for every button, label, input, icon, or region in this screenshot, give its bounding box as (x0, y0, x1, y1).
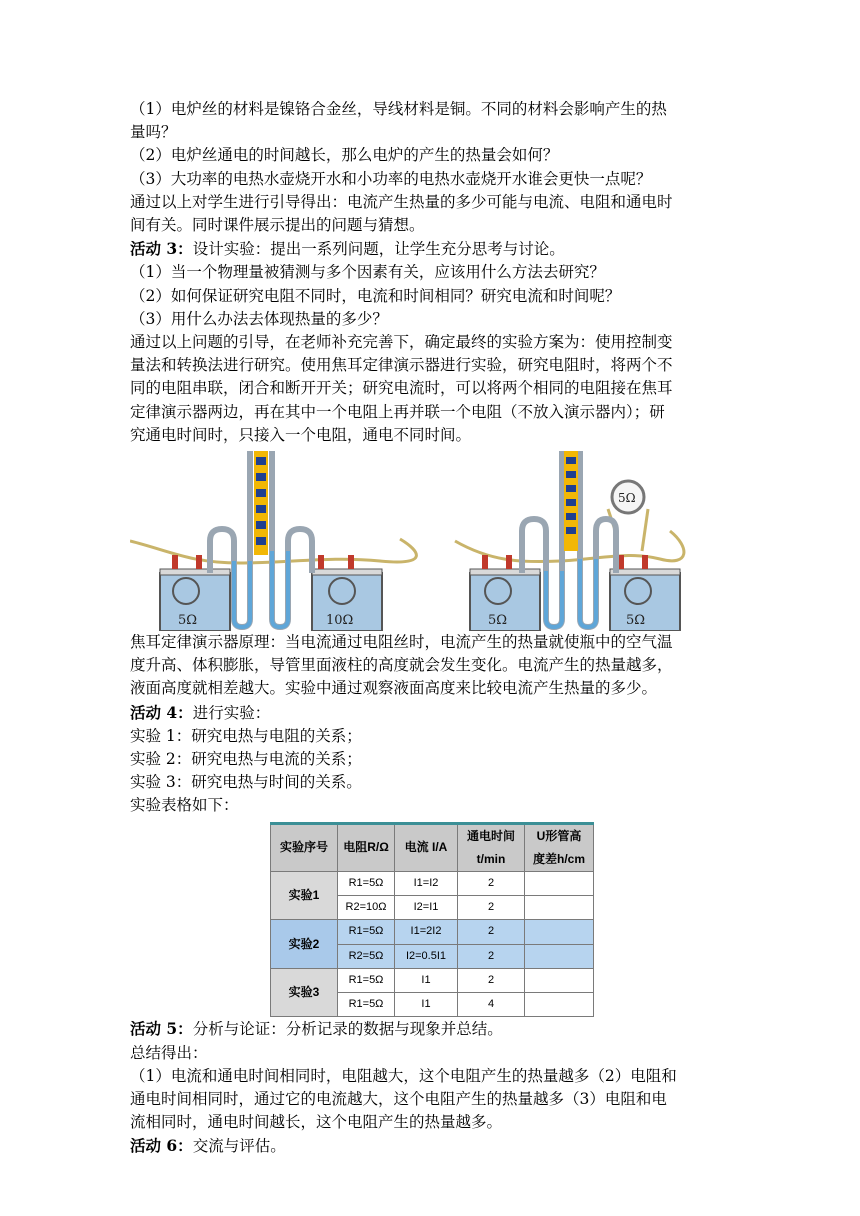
text-line: 实验 3：研究电热与时间的关系。 (130, 773, 362, 792)
table-cell: R1=5Ω (338, 993, 395, 1017)
table-header: 实验序号 (271, 823, 338, 871)
table-cell: I1 (395, 993, 458, 1017)
activity-label: 活动 6： (130, 1136, 193, 1156)
group-cell: 实验3 (271, 968, 338, 1016)
table-cell: I2=0.5I1 (395, 944, 458, 968)
table-cell: 2 (458, 968, 525, 992)
table-cell (525, 896, 594, 920)
activity-text: 交流与评估。 (192, 1137, 286, 1156)
external-resistor-label: 5Ω (618, 491, 636, 506)
text-line: 度升高、体积膨胀，导管里面液柱的高度就会发生变化。电流产生的热量越多， (130, 656, 673, 675)
text-line: 实验 1：研究电热与电阻的关系； (130, 726, 362, 745)
text-line: 流相同时，通电时间越长，这个电阻产生的热量越多。 (130, 1113, 503, 1132)
text-line: 量吗？ (130, 123, 177, 142)
table-header: 电流 I/A (395, 823, 458, 871)
activity-5-heading (130, 1017, 730, 1041)
table-cell (525, 968, 594, 992)
table-row (271, 872, 594, 896)
text-line: 量法和转换法进行研究。使用焦耳定律演示器进行实验，研究电阻时，将两个不 (130, 356, 673, 375)
table-cell: R2=10Ω (338, 896, 395, 920)
text-line: 究通电时间时，只接入一个电阻，通电不同时间。 (130, 425, 472, 444)
text-line: 间有关。同时课件展示提出的问题与猜想。 (130, 216, 425, 235)
text-line: 总结得出： (130, 1043, 208, 1062)
activity-6-heading (130, 1134, 730, 1158)
group-cell: 实验2 (271, 920, 338, 968)
text-line: 定律演示器两边，再在其中一个电阻上再并联一个电阻（不放入演示器内）；研 (130, 402, 665, 421)
activity-text: 进行实验： (192, 703, 271, 722)
activity-text: 设计实验：提出一系列问题，让学生充分思考与讨论。 (192, 240, 565, 259)
principle-text (130, 631, 730, 701)
group-cell: 实验1 (271, 872, 338, 920)
table-cell: I1 (395, 968, 458, 992)
apparatus-right (455, 451, 684, 631)
table-cell: 2 (458, 944, 525, 968)
table-cell: I2=I1 (395, 896, 458, 920)
table-cell: 2 (458, 872, 525, 896)
activity-4-heading (130, 701, 730, 725)
text-line: 实验表格如下： (130, 796, 239, 815)
experiment-table (270, 822, 594, 1018)
table-cell: I1=2I2 (395, 920, 458, 944)
table-cell: R1=5Ω (338, 872, 395, 896)
text-line: 通过以上问题的引导，在老师补充完善下，确定最终的实验方案为：使用控制变 (130, 333, 673, 352)
table-cell (525, 993, 594, 1017)
table-row (271, 968, 594, 992)
activity-3-heading (130, 237, 730, 261)
table-cell (525, 944, 594, 968)
text-line: 焦耳定律演示器原理：当电流通过电阻丝时，电流产生的热量就使瓶中的空气温 (130, 633, 673, 652)
activity-label: 活动 5： (130, 1019, 193, 1039)
table-row (271, 920, 594, 944)
text-line: 同的电阻串联，闭合和断开开关；研究电流时，可以将两个相同的电阻接在焦耳 (130, 379, 673, 398)
table-cell: I1=I2 (395, 872, 458, 896)
text-line: （3）用什么办法去体现热量的多少？ (130, 309, 388, 328)
table-cell: R2=5Ω (338, 944, 395, 968)
activity-label: 活动 4： (130, 702, 193, 722)
text-line: （1）当一个物理量被猜测与多个因素有关，应该用什么方法去研究？ (130, 263, 605, 282)
resistor-label-left-1: 5Ω (178, 613, 198, 629)
text-line: 通电时间相同时，通过它的电流越大，这个电阻产生的热量越多（3）电阻和电 (130, 1089, 667, 1108)
experiment-table-wrapper (270, 822, 730, 1018)
text-line: （1）电流和通电时间相同时，电阻越大，这个电阻产生的热量越多（2）电阻和 (130, 1066, 677, 1085)
document-body (130, 98, 730, 1159)
activity-label: 活动 3： (130, 239, 193, 259)
text-line: （2）如何保证研究电阻不同时，电流和时间相同？研究电流和时间呢？ (130, 286, 621, 305)
text-line: （3）大功率的电热水壶烧开水和小功率的电热水壶烧开水谁会更快一点呢？ (130, 169, 652, 188)
activity-text: 分析与论证：分析记录的数据与现象并总结。 (192, 1020, 503, 1039)
intro-questions (130, 98, 730, 237)
table-header: U形管高 度差h/cm (525, 823, 594, 871)
table-cell: 2 (458, 896, 525, 920)
text-line: 通过以上对学生进行引导得出：电流产生热量的多少可能与电流、电阻和通电时 (130, 192, 673, 211)
resistor-label-right-2: 5Ω (626, 613, 646, 629)
table-cell: R1=5Ω (338, 920, 395, 944)
table-cell (525, 872, 594, 896)
table-cell: 4 (458, 993, 525, 1017)
table-header: 电阻R/Ω (338, 823, 395, 871)
table-header: 通电时间 t/min (458, 823, 525, 871)
apparatus-left (130, 451, 416, 631)
table-cell: R1=5Ω (338, 968, 395, 992)
table-cell (525, 920, 594, 944)
text-line: 液面高度就相差越大。实验中通过观察液面高度来比较电流产生热量的多少。 (130, 679, 658, 698)
table-cell: 2 (458, 920, 525, 944)
joule-apparatus-figures (130, 451, 730, 631)
text-line: （2）电炉丝通电的时间越长，那么电炉的产生的热量会如何？ (130, 146, 559, 165)
activity-4-content (130, 725, 730, 818)
apparatus-illustration (130, 451, 730, 631)
table-header-row (271, 823, 594, 871)
activity-5-content (130, 1042, 730, 1135)
activity-3-content (130, 261, 730, 447)
resistor-label-right-1: 5Ω (488, 613, 508, 629)
text-line: （1）电炉丝的材料是镍铬合金丝，导线材料是铜。不同的材料会影响产生的热 (130, 100, 667, 118)
resistor-label-left-2: 10Ω (326, 613, 354, 629)
text-line: 实验 2：研究电热与电流的关系； (130, 750, 362, 769)
